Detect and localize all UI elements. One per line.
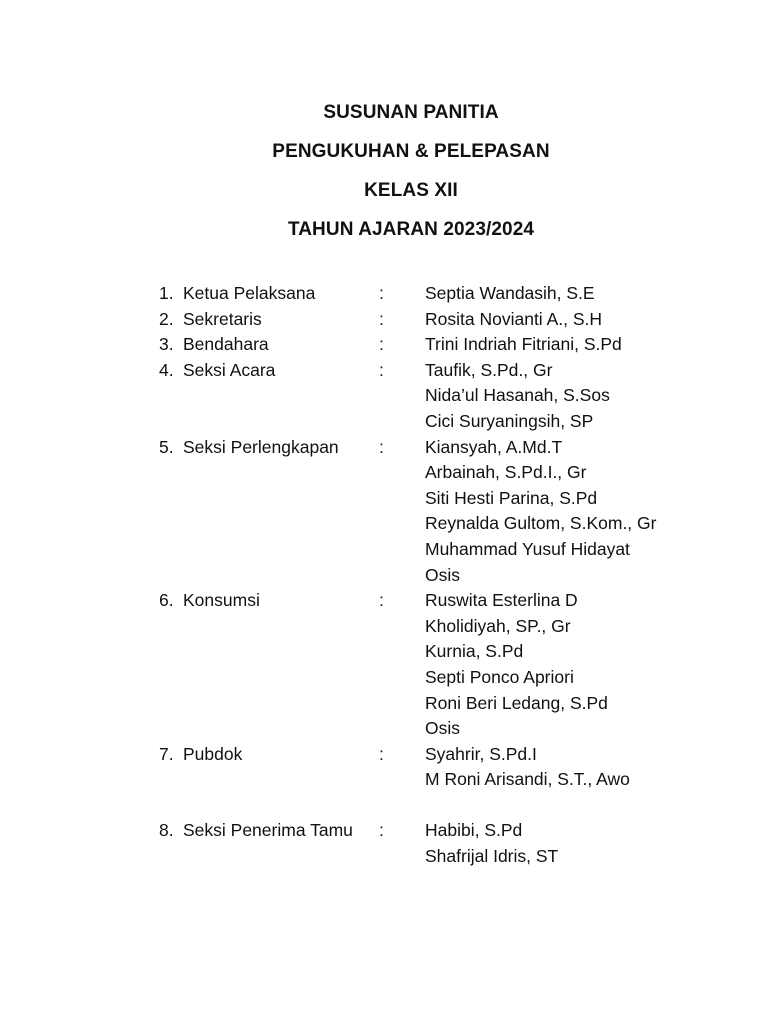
document-title: [0, 93, 768, 249]
member-name: Kholidiyah, SP., Gr: [425, 615, 571, 636]
member-name: Syahrir, S.Pd.I: [425, 743, 537, 764]
separator-colon: :: [379, 820, 384, 841]
member-name: M Roni Arisandi, S.T., Awo: [425, 769, 630, 790]
role-label: Seksi Acara: [183, 359, 276, 380]
member-name: Cici Suryaningsih, SP: [425, 410, 594, 431]
member-name: Kurnia, S.Pd: [425, 641, 524, 662]
member-name: Septia Wandasih, S.E: [425, 283, 595, 303]
item-number: 6.: [159, 590, 174, 611]
member-name: Osis: [425, 718, 460, 739]
item-number: 3.: [159, 334, 174, 355]
item-number: 7.: [159, 743, 174, 764]
member-name: Trini Indriah Fitriani, S.Pd: [425, 334, 622, 355]
member-name: Arbainah, S.Pd.I., Gr: [425, 462, 587, 483]
member-name: Reynalda Gultom, S.Kom., Gr: [425, 513, 657, 534]
member-name: Roni Beri Ledang, S.Pd: [425, 692, 608, 713]
separator-colon: :: [379, 359, 384, 380]
separator-colon: :: [379, 743, 384, 764]
separator-colon: :: [379, 436, 384, 457]
member-name: Osis: [425, 564, 460, 585]
title-line-2: PENGUKUHAN & PELEPASAN: [272, 141, 550, 162]
member-name: Rosita Novianti A., S.H: [425, 308, 603, 329]
title-line-1: SUSUNAN PANITIA: [323, 102, 499, 123]
separator-colon: :: [379, 283, 384, 303]
title-line-3: KELAS XII: [364, 180, 458, 201]
item-number: 4.: [159, 359, 174, 380]
role-label: Seksi Penerima Tamu: [183, 820, 353, 841]
item-number: 5.: [159, 436, 174, 457]
separator-colon: :: [379, 590, 384, 611]
member-name: Shafrijal Idris, ST: [425, 846, 559, 867]
member-name: Nida’ul Hasanah, S.Sos: [425, 385, 610, 406]
member-name: Septi Ponco Apriori: [425, 666, 574, 687]
member-name: Siti Hesti Parina, S.Pd: [425, 487, 598, 508]
item-number: 2.: [159, 308, 174, 329]
role-label: Ketua Pelaksana: [183, 283, 316, 303]
role-label: Seksi Perlengkapan: [183, 436, 339, 457]
role-label: Sekretaris: [183, 308, 262, 329]
role-label: Bendahara: [183, 334, 269, 355]
separator-colon: :: [379, 334, 384, 355]
member-name: Ruswita Esterlina D: [425, 590, 578, 611]
member-name: Kiansyah, A.Md.T: [425, 436, 563, 457]
item-number: 1.: [159, 283, 174, 303]
role-label: Pubdok: [183, 743, 243, 764]
role-label: Konsumsi: [183, 590, 260, 611]
member-name: Habibi, S.Pd: [425, 820, 523, 841]
separator-colon: :: [379, 308, 384, 329]
member-name: Muhammad Yusuf Hidayat: [425, 538, 630, 559]
title-line-4: TAHUN AJARAN 2023/2024: [287, 219, 535, 240]
item-number: 8.: [159, 820, 174, 841]
member-name: Taufik, S.Pd., Gr: [425, 359, 553, 380]
